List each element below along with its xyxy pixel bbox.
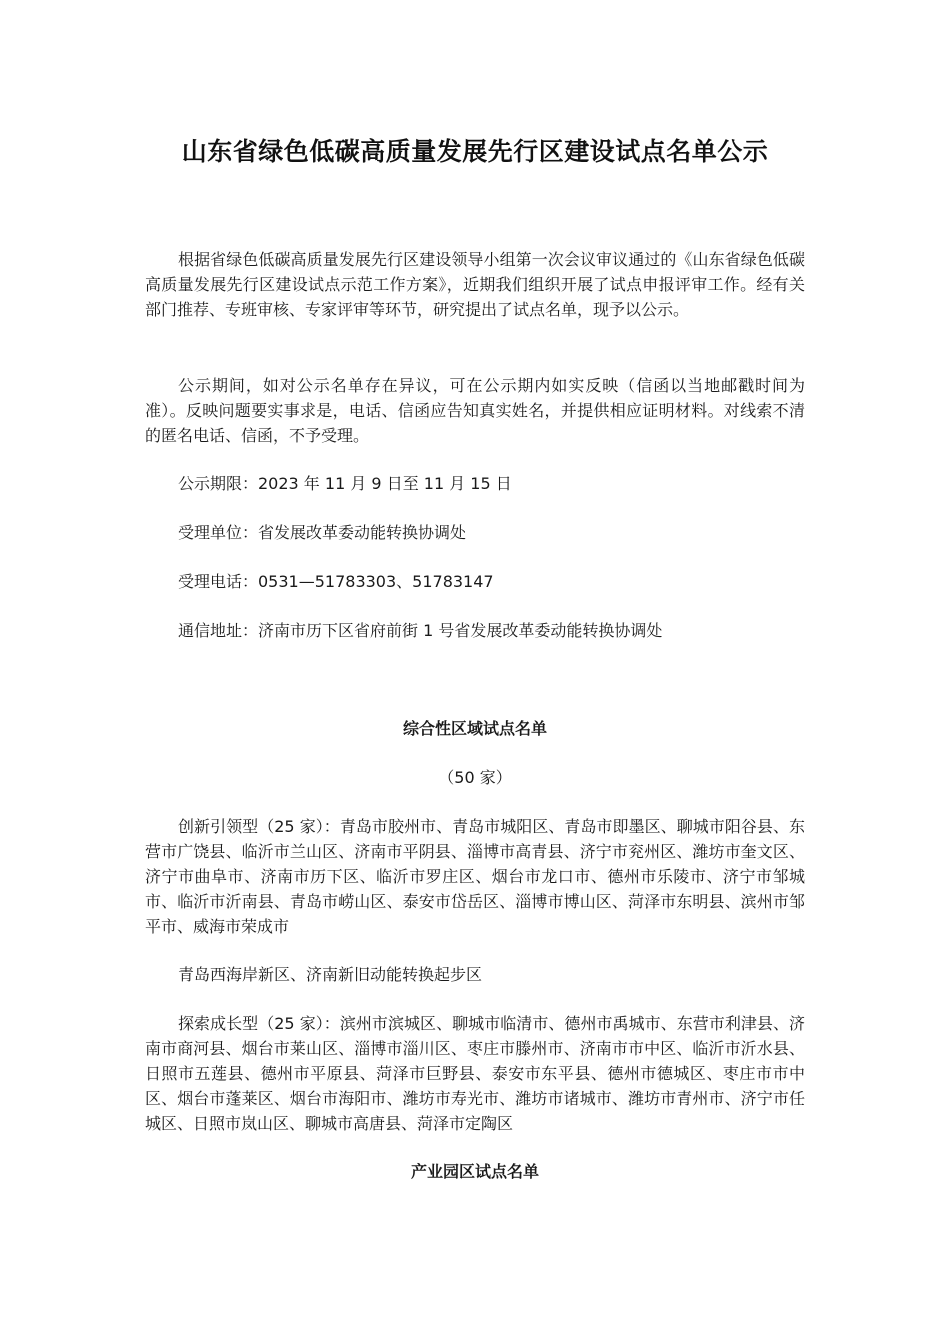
innovation-leading-list: 创新引领型（25 家）：青岛市胶州市、青岛市城阳区、青岛市即墨区、聊城市阳谷县、东营市广饶县、临沂市兰山区、济南市平阴县、淄博市高青县、济宁市兖州区、潍坊市奎文区、济宁市曲阜市、济南市历下区、临沂市罗庄区、烟台市龙口市、德州市乐陵市、济宁市邹城市、临沂市沂南县、青岛市崂山区、泰安市岱岳区、淄博市博山区、菏泽市东明县、滨州市邹平市、威海市荣成市 [145,817,805,936]
mailing-address: 通信地址：济南市历下区省府前街 1 号省发展改革委动能转换协调处 [178,621,663,640]
intro-paragraph: 根据省绿色低碳高质量发展先行区建设领导小组第一次会议审议通过的《山东省绿色低碳高质量发展先行区建设试点示范工作方案》，近期我们组织开展了试点申报评审工作。经有关部门推荐、专班审核、专家评审等环节，研究提出了试点名单，现予以公示。 [145,250,805,319]
publicity-period: 公示期限：2023 年 11 月 9 日至 11 月 15 日 [178,474,512,493]
comprehensive-section-heading: 综合性区域试点名单 [402,719,547,738]
objection-paragraph: 公示期间，如对公示名单存在异议，可在公示期内如实反映（信函以当地邮戳时间为准）。反映问题要实事求是，电话、信函应告知真实姓名，并提供相应证明材料。对线索不清的匿名电话、信函，不予受理。 [145,376,805,445]
special-areas-list: 青岛西海岸新区、济南新旧动能转换起步区 [178,965,483,984]
exploration-growth-list: 探索成长型（25 家）：滨州市滨城区、聊城市临清市、德州市禹城市、东营市利津县、济南市商河县、烟台市莱山区、淄博市淄川区、枣庄市滕州市、济南市市中区、临沂市沂水县、日照市五莲县、德州市平原县、菏泽市巨野县、泰安市东平县、德州市德城区、枣庄市市中区、烟台市蓬莱区、烟台市海阳市、潍坊市寿光市、潍坊市诸城市、潍坊市青州市、济宁市任城区、日照市岚山区、聊城市高唐县、菏泽市定陶区 [145,1014,805,1133]
page-title: 山东省绿色低碳高质量发展先行区建设试点名单公示 [181,137,769,166]
comprehensive-section-count: （50 家） [438,768,512,787]
receiving-phone: 受理电话：0531—51783303、51783147 [178,572,494,591]
industrial-section-heading: 产业园区试点名单 [410,1162,539,1181]
receiving-unit: 受理单位：省发展改革委动能转换协调处 [178,523,467,542]
